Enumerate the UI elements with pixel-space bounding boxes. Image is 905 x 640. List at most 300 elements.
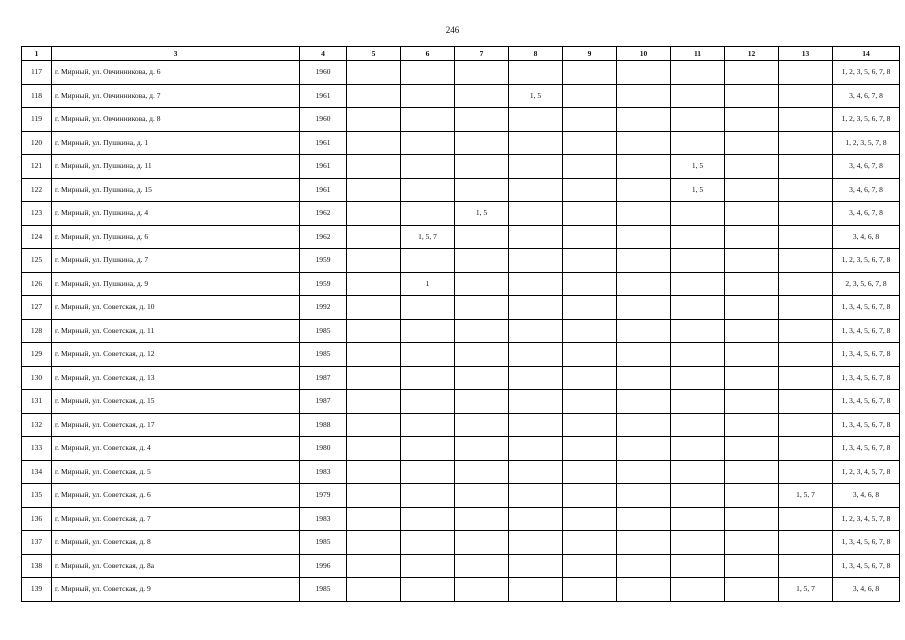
col-6-cell xyxy=(401,460,455,484)
year-cell: 1985 xyxy=(300,578,347,602)
row-number-cell: 119 xyxy=(22,108,52,132)
row-number-cell: 130 xyxy=(22,366,52,390)
col-6-cell: 1 xyxy=(401,272,455,296)
col-13-cell xyxy=(779,84,833,108)
empty-cell xyxy=(725,178,779,202)
row-number-cell: 134 xyxy=(22,460,52,484)
empty-cell xyxy=(347,272,401,296)
empty-cell xyxy=(725,507,779,531)
year-cell: 1961 xyxy=(300,178,347,202)
row-number-cell: 133 xyxy=(22,437,52,461)
table-row xyxy=(22,554,900,578)
table-row xyxy=(22,460,900,484)
address-cell: г. Мирный, ул. Советская, д. 6 xyxy=(52,484,300,508)
empty-cell xyxy=(347,61,401,85)
row-number-cell: 117 xyxy=(22,61,52,85)
col-14-cell: 2, 3, 5, 6, 7, 8 xyxy=(833,272,900,296)
empty-cell xyxy=(563,296,617,320)
row-number-cell: 136 xyxy=(22,507,52,531)
col-13-cell xyxy=(779,131,833,155)
empty-cell xyxy=(725,249,779,273)
column-header: 10 xyxy=(617,47,671,61)
col-13-cell xyxy=(779,202,833,226)
col-6-cell xyxy=(401,202,455,226)
col-7-cell xyxy=(455,507,509,531)
col-13-cell xyxy=(779,225,833,249)
empty-cell xyxy=(347,390,401,414)
table-row xyxy=(22,319,900,343)
col-14-cell: 1, 3, 4, 5, 6, 7, 8 xyxy=(833,437,900,461)
empty-cell xyxy=(725,437,779,461)
column-header: 13 xyxy=(779,47,833,61)
table-row xyxy=(22,507,900,531)
column-header: 4 xyxy=(300,47,347,61)
col-6-cell xyxy=(401,108,455,132)
empty-cell xyxy=(563,413,617,437)
col-14-cell: 1, 3, 4, 5, 6, 7, 8 xyxy=(833,319,900,343)
col-11-cell xyxy=(671,61,725,85)
col-13-cell xyxy=(779,296,833,320)
empty-cell xyxy=(347,202,401,226)
empty-cell xyxy=(563,155,617,179)
col-11-cell xyxy=(671,484,725,508)
col-7-cell xyxy=(455,366,509,390)
table-row xyxy=(22,366,900,390)
col-7-cell xyxy=(455,178,509,202)
year-cell: 1961 xyxy=(300,131,347,155)
col-8-cell xyxy=(509,61,563,85)
col-8-cell xyxy=(509,554,563,578)
empty-cell xyxy=(725,531,779,555)
row-number-cell: 123 xyxy=(22,202,52,226)
empty-cell xyxy=(347,484,401,508)
col-8-cell xyxy=(509,366,563,390)
col-8-cell xyxy=(509,319,563,343)
col-14-cell: 1, 2, 3, 5, 7, 8 xyxy=(833,131,900,155)
col-11-cell xyxy=(671,108,725,132)
year-cell: 1985 xyxy=(300,531,347,555)
empty-cell xyxy=(347,178,401,202)
col-8-cell xyxy=(509,484,563,508)
empty-cell xyxy=(563,131,617,155)
empty-cell xyxy=(563,84,617,108)
table-row xyxy=(22,225,900,249)
address-cell: г. Мирный, ул. Пушкина, д. 6 xyxy=(52,225,300,249)
empty-cell xyxy=(563,366,617,390)
col-6-cell xyxy=(401,437,455,461)
address-cell: г. Мирный, ул. Советская, д. 17 xyxy=(52,413,300,437)
col-13-cell xyxy=(779,61,833,85)
col-6-cell xyxy=(401,531,455,555)
empty-cell xyxy=(563,460,617,484)
year-cell: 1988 xyxy=(300,413,347,437)
col-14-cell: 1, 3, 4, 5, 6, 7, 8 xyxy=(833,343,900,367)
table-row xyxy=(22,343,900,367)
empty-cell xyxy=(347,84,401,108)
col-8-cell xyxy=(509,202,563,226)
empty-cell xyxy=(725,108,779,132)
col-11-cell xyxy=(671,554,725,578)
col-11-cell: 1, 5 xyxy=(671,178,725,202)
col-8-cell xyxy=(509,131,563,155)
col-7-cell xyxy=(455,272,509,296)
empty-cell xyxy=(725,84,779,108)
empty-cell xyxy=(617,61,671,85)
col-14-cell: 1, 2, 3, 4, 5, 7, 8 xyxy=(833,507,900,531)
empty-cell xyxy=(347,108,401,132)
empty-cell xyxy=(347,437,401,461)
table-body xyxy=(22,61,900,602)
table-row xyxy=(22,272,900,296)
col-14-cell: 3, 4, 6, 7, 8 xyxy=(833,202,900,226)
empty-cell xyxy=(563,108,617,132)
col-8-cell xyxy=(509,155,563,179)
column-header: 1 xyxy=(22,47,52,61)
empty-cell xyxy=(347,578,401,602)
empty-cell xyxy=(563,343,617,367)
empty-cell xyxy=(347,343,401,367)
col-6-cell xyxy=(401,484,455,508)
table-row xyxy=(22,202,900,226)
col-6-cell xyxy=(401,578,455,602)
col-8-cell xyxy=(509,108,563,132)
address-cell: г. Мирный, ул. Советская, д. 4 xyxy=(52,437,300,461)
empty-cell xyxy=(563,225,617,249)
empty-cell xyxy=(617,507,671,531)
address-cell: г. Мирный, ул. Пушкина, д. 7 xyxy=(52,249,300,273)
col-8-cell xyxy=(509,507,563,531)
year-cell: 1996 xyxy=(300,554,347,578)
col-8-cell xyxy=(509,296,563,320)
col-8-cell xyxy=(509,178,563,202)
row-number-cell: 121 xyxy=(22,155,52,179)
col-13-cell xyxy=(779,460,833,484)
empty-cell xyxy=(725,155,779,179)
table-row xyxy=(22,578,900,602)
col-13-cell xyxy=(779,343,833,367)
year-cell: 1985 xyxy=(300,343,347,367)
table-row xyxy=(22,484,900,508)
col-11-cell xyxy=(671,531,725,555)
col-13-cell xyxy=(779,390,833,414)
row-number-cell: 126 xyxy=(22,272,52,296)
empty-cell xyxy=(617,131,671,155)
table-row xyxy=(22,178,900,202)
col-7-cell xyxy=(455,437,509,461)
column-header: 5 xyxy=(347,47,401,61)
page-number: 246 xyxy=(445,25,460,35)
year-cell: 1962 xyxy=(300,202,347,226)
col-11-cell xyxy=(671,390,725,414)
year-cell: 1960 xyxy=(300,61,347,85)
col-11-cell xyxy=(671,272,725,296)
empty-cell xyxy=(725,578,779,602)
col-13-cell xyxy=(779,507,833,531)
row-number-cell: 129 xyxy=(22,343,52,367)
col-6-cell xyxy=(401,507,455,531)
row-number-cell: 139 xyxy=(22,578,52,602)
col-7-cell xyxy=(455,131,509,155)
empty-cell xyxy=(617,390,671,414)
row-number-cell: 127 xyxy=(22,296,52,320)
year-cell: 1961 xyxy=(300,84,347,108)
col-14-cell: 1, 2, 3, 4, 5, 7, 8 xyxy=(833,460,900,484)
col-6-cell xyxy=(401,319,455,343)
col-6-cell xyxy=(401,84,455,108)
address-cell: г. Мирный, ул. Пушкина, д. 9 xyxy=(52,272,300,296)
empty-cell xyxy=(617,531,671,555)
empty-cell xyxy=(617,460,671,484)
year-cell: 1985 xyxy=(300,319,347,343)
row-number-cell: 137 xyxy=(22,531,52,555)
col-7-cell xyxy=(455,84,509,108)
col-11-cell xyxy=(671,319,725,343)
empty-cell xyxy=(563,272,617,296)
year-cell: 1959 xyxy=(300,249,347,273)
column-header: 8 xyxy=(509,47,563,61)
row-number-cell: 131 xyxy=(22,390,52,414)
empty-cell xyxy=(617,84,671,108)
col-14-cell: 1, 3, 4, 5, 6, 7, 8 xyxy=(833,366,900,390)
col-8-cell: 1, 5 xyxy=(509,84,563,108)
col-7-cell xyxy=(455,61,509,85)
empty-cell xyxy=(617,155,671,179)
row-number-cell: 135 xyxy=(22,484,52,508)
col-14-cell: 1, 3, 4, 5, 6, 7, 8 xyxy=(833,413,900,437)
col-14-cell: 1, 3, 4, 5, 6, 7, 8 xyxy=(833,531,900,555)
empty-cell xyxy=(725,366,779,390)
address-cell: г. Мирный, ул. Советская, д. 11 xyxy=(52,319,300,343)
col-7-cell xyxy=(455,554,509,578)
col-13-cell xyxy=(779,272,833,296)
col-11-cell xyxy=(671,249,725,273)
col-13-cell xyxy=(779,413,833,437)
address-cell: г. Мирный, ул. Овчинникова, д. 6 xyxy=(52,61,300,85)
column-header: 6 xyxy=(401,47,455,61)
year-cell: 1979 xyxy=(300,484,347,508)
col-11-cell xyxy=(671,366,725,390)
address-cell: г. Мирный, ул. Советская, д. 15 xyxy=(52,390,300,414)
address-cell: г. Мирный, ул. Пушкина, д. 1 xyxy=(52,131,300,155)
col-6-cell: 1, 5, 7 xyxy=(401,225,455,249)
col-6-cell xyxy=(401,296,455,320)
empty-cell xyxy=(347,131,401,155)
table-row xyxy=(22,155,900,179)
col-14-cell: 3, 4, 6, 8 xyxy=(833,578,900,602)
col-6-cell xyxy=(401,413,455,437)
year-cell: 1983 xyxy=(300,507,347,531)
col-7-cell xyxy=(455,319,509,343)
empty-cell xyxy=(617,296,671,320)
col-6-cell xyxy=(401,131,455,155)
col-8-cell xyxy=(509,272,563,296)
address-cell: г. Мирный, ул. Советская, д. 13 xyxy=(52,366,300,390)
empty-cell xyxy=(725,554,779,578)
empty-cell xyxy=(563,390,617,414)
col-6-cell xyxy=(401,390,455,414)
col-11-cell xyxy=(671,202,725,226)
table-row xyxy=(22,390,900,414)
year-cell: 1987 xyxy=(300,390,347,414)
col-6-cell xyxy=(401,249,455,273)
empty-cell xyxy=(563,178,617,202)
col-14-cell: 1, 3, 4, 5, 6, 7, 8 xyxy=(833,554,900,578)
col-7-cell xyxy=(455,296,509,320)
empty-cell xyxy=(725,296,779,320)
table-row xyxy=(22,131,900,155)
address-cell: г. Мирный, ул. Советская, д. 8 xyxy=(52,531,300,555)
row-number-cell: 132 xyxy=(22,413,52,437)
col-13-cell xyxy=(779,155,833,179)
table-row xyxy=(22,84,900,108)
column-header: 7 xyxy=(455,47,509,61)
col-7-cell xyxy=(455,108,509,132)
col-8-cell xyxy=(509,413,563,437)
column-header: 11 xyxy=(671,47,725,61)
empty-cell xyxy=(617,178,671,202)
empty-cell xyxy=(563,437,617,461)
col-14-cell: 1, 2, 3, 5, 6, 7, 8 xyxy=(833,108,900,132)
address-cell: г. Мирный, ул. Пушкина, д. 4 xyxy=(52,202,300,226)
col-6-cell xyxy=(401,343,455,367)
col-8-cell xyxy=(509,249,563,273)
empty-cell xyxy=(617,272,671,296)
empty-cell xyxy=(725,225,779,249)
year-cell: 1960 xyxy=(300,108,347,132)
address-cell: г. Мирный, ул. Советская, д. 9 xyxy=(52,578,300,602)
col-13-cell xyxy=(779,249,833,273)
empty-cell xyxy=(347,554,401,578)
col-7-cell xyxy=(455,484,509,508)
year-cell: 1962 xyxy=(300,225,347,249)
empty-cell xyxy=(617,413,671,437)
year-cell: 1959 xyxy=(300,272,347,296)
col-6-cell xyxy=(401,61,455,85)
empty-cell xyxy=(563,484,617,508)
col-11-cell xyxy=(671,578,725,602)
col-7-cell xyxy=(455,155,509,179)
col-8-cell xyxy=(509,390,563,414)
col-13-cell xyxy=(779,108,833,132)
col-13-cell xyxy=(779,178,833,202)
empty-cell xyxy=(617,319,671,343)
col-11-cell xyxy=(671,131,725,155)
year-cell: 1980 xyxy=(300,437,347,461)
col-11-cell xyxy=(671,343,725,367)
col-11-cell xyxy=(671,296,725,320)
col-8-cell xyxy=(509,460,563,484)
empty-cell xyxy=(347,155,401,179)
empty-cell xyxy=(617,108,671,132)
year-cell: 1992 xyxy=(300,296,347,320)
empty-cell xyxy=(347,249,401,273)
table-row xyxy=(22,61,900,85)
col-14-cell: 3, 4, 6, 7, 8 xyxy=(833,178,900,202)
col-14-cell: 3, 4, 6, 8 xyxy=(833,225,900,249)
row-number-cell: 120 xyxy=(22,131,52,155)
col-13-cell: 1, 5, 7 xyxy=(779,484,833,508)
column-header: 14 xyxy=(833,47,900,61)
empty-cell xyxy=(347,507,401,531)
row-number-cell: 128 xyxy=(22,319,52,343)
empty-cell xyxy=(725,413,779,437)
empty-cell xyxy=(725,460,779,484)
column-header: 12 xyxy=(725,47,779,61)
address-cell: г. Мирный, ул. Советская, д. 8а xyxy=(52,554,300,578)
empty-cell xyxy=(347,413,401,437)
empty-cell xyxy=(725,343,779,367)
empty-cell xyxy=(725,61,779,85)
row-number-cell: 124 xyxy=(22,225,52,249)
col-8-cell xyxy=(509,578,563,602)
column-header: 9 xyxy=(563,47,617,61)
empty-cell xyxy=(347,225,401,249)
table-row xyxy=(22,531,900,555)
col-8-cell xyxy=(509,531,563,555)
row-number-cell: 138 xyxy=(22,554,52,578)
row-number-cell: 118 xyxy=(22,84,52,108)
col-14-cell: 3, 4, 6, 7, 8 xyxy=(833,155,900,179)
empty-cell xyxy=(617,578,671,602)
empty-cell xyxy=(617,249,671,273)
col-13-cell xyxy=(779,531,833,555)
empty-cell xyxy=(725,390,779,414)
address-cell: г. Мирный, ул. Советская, д. 5 xyxy=(52,460,300,484)
empty-cell xyxy=(617,437,671,461)
address-cell: г. Мирный, ул. Советская, д. 12 xyxy=(52,343,300,367)
empty-cell xyxy=(347,296,401,320)
year-cell: 1983 xyxy=(300,460,347,484)
col-13-cell: 1, 5, 7 xyxy=(779,578,833,602)
col-7-cell xyxy=(455,531,509,555)
empty-cell xyxy=(563,531,617,555)
col-7-cell xyxy=(455,578,509,602)
col-7-cell xyxy=(455,225,509,249)
col-7-cell: 1, 5 xyxy=(455,202,509,226)
col-7-cell xyxy=(455,390,509,414)
col-7-cell xyxy=(455,249,509,273)
col-14-cell: 3, 4, 6, 7, 8 xyxy=(833,84,900,108)
col-13-cell xyxy=(779,554,833,578)
col-11-cell xyxy=(671,84,725,108)
col-11-cell: 1, 5 xyxy=(671,155,725,179)
col-6-cell xyxy=(401,554,455,578)
col-6-cell xyxy=(401,178,455,202)
col-11-cell xyxy=(671,413,725,437)
col-6-cell xyxy=(401,155,455,179)
buildings-table xyxy=(21,46,900,602)
table-header-row xyxy=(22,47,900,61)
empty-cell xyxy=(617,554,671,578)
empty-cell xyxy=(563,507,617,531)
col-7-cell xyxy=(455,343,509,367)
empty-cell xyxy=(563,249,617,273)
empty-cell xyxy=(617,202,671,226)
empty-cell xyxy=(725,272,779,296)
col-13-cell xyxy=(779,437,833,461)
address-cell: г. Мирный, ул. Пушкина, д. 15 xyxy=(52,178,300,202)
empty-cell xyxy=(563,578,617,602)
col-14-cell: 1, 2, 3, 5, 6, 7, 8 xyxy=(833,61,900,85)
col-13-cell xyxy=(779,319,833,343)
empty-cell xyxy=(347,366,401,390)
empty-cell xyxy=(725,319,779,343)
empty-cell xyxy=(347,319,401,343)
address-cell: г. Мирный, ул. Советская, д. 10 xyxy=(52,296,300,320)
empty-cell xyxy=(725,202,779,226)
empty-cell xyxy=(347,531,401,555)
col-13-cell xyxy=(779,366,833,390)
